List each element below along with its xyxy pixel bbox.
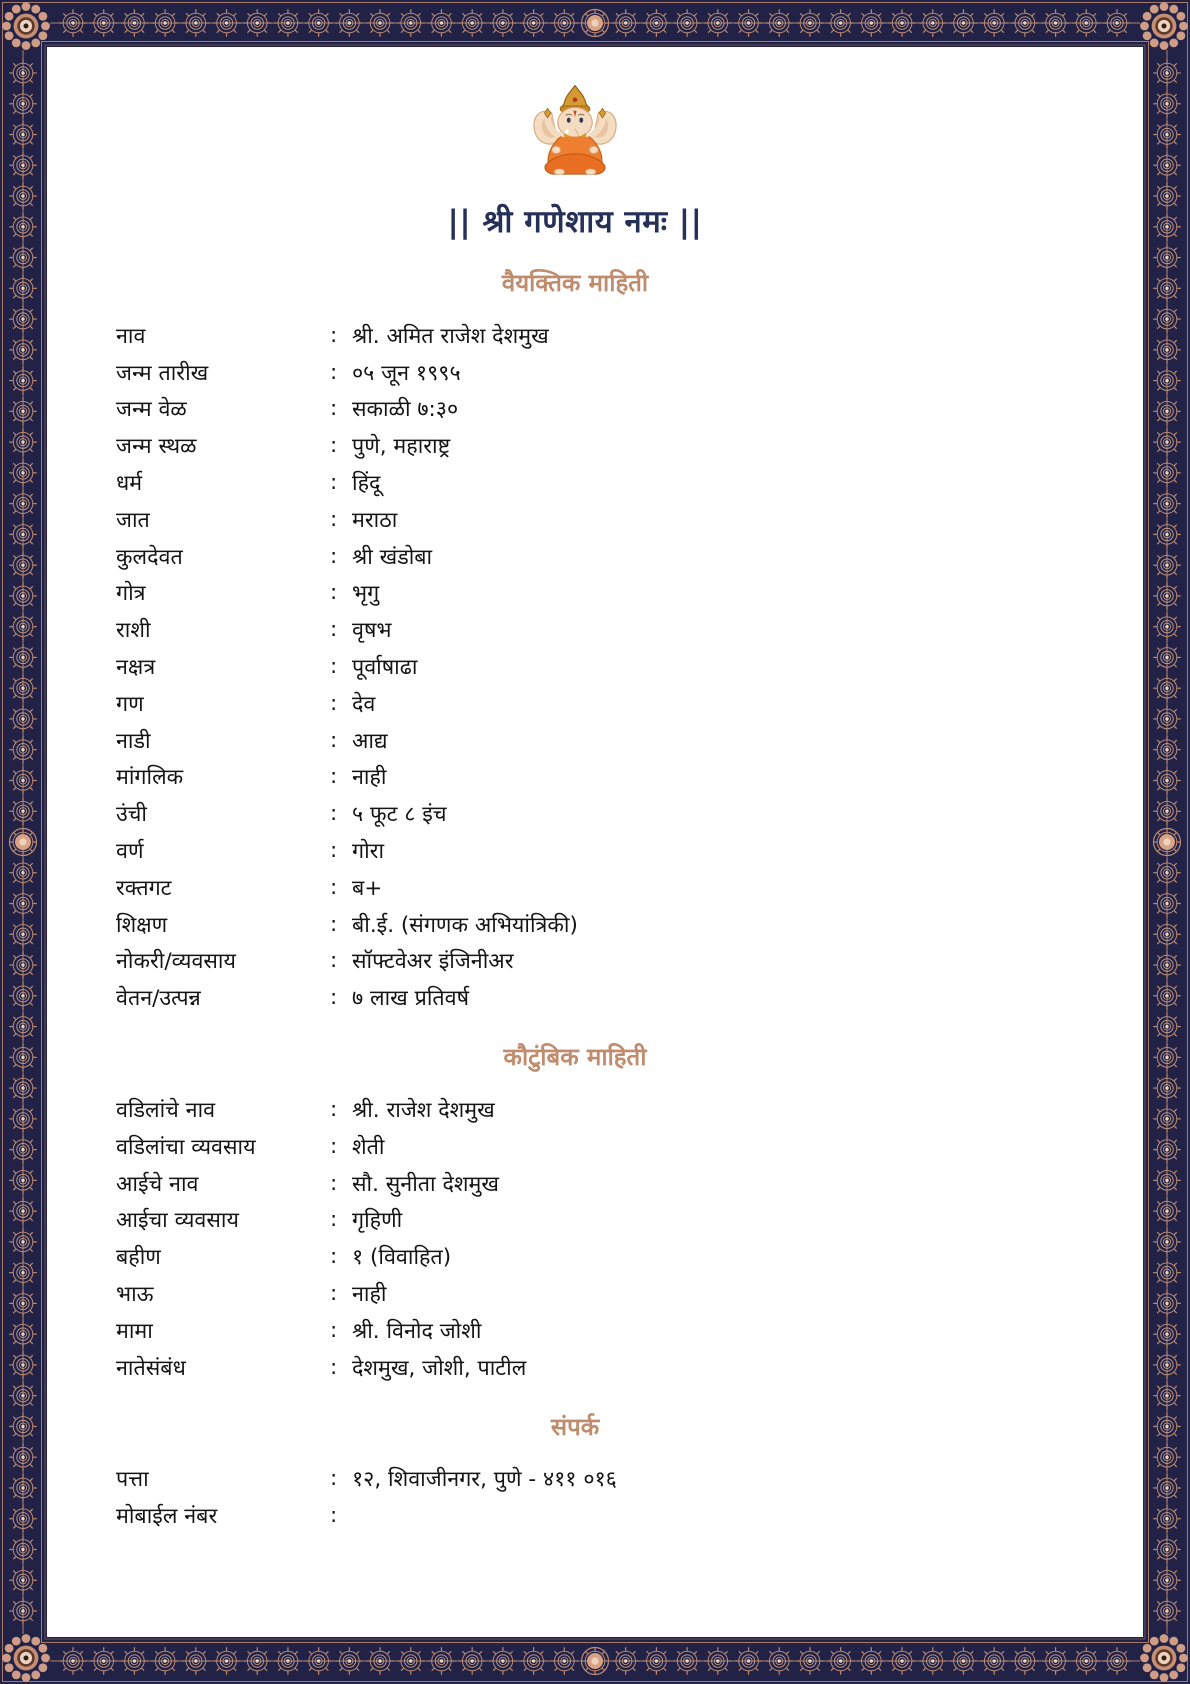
field-value: १ (विवाहित) (352, 1245, 452, 1271)
field-row (48, 1275, 1102, 1312)
field-label: आईचा व्यवसाय (116, 1208, 239, 1234)
field-label: कुलदेवत (116, 544, 183, 570)
field-row (48, 611, 1102, 648)
field-value: वृषभ (352, 618, 392, 644)
field-label: उंची (116, 802, 148, 828)
field-value: देव (352, 691, 376, 717)
separator-colon: : (330, 433, 338, 459)
field-value: पूर्वाषाढा (352, 655, 418, 681)
separator-colon: : (330, 543, 338, 569)
field-row (48, 501, 1102, 538)
separator-colon: : (330, 911, 338, 937)
field-value: शेती (352, 1134, 385, 1160)
field-row (48, 1238, 1102, 1275)
field-label: मामा (116, 1318, 153, 1344)
field-row (48, 1497, 1102, 1534)
separator-colon: : (330, 838, 338, 864)
field-row (48, 1091, 1102, 1128)
field-value: नाही (352, 765, 387, 791)
field-row (48, 832, 1102, 869)
field-row (48, 869, 1102, 906)
separator-colon: : (330, 1317, 338, 1343)
field-row (48, 685, 1102, 722)
field-label: वर्ण (116, 839, 144, 865)
field-label: मांगलिक (116, 765, 184, 791)
field-value: हिंदू (352, 471, 381, 497)
field-row (48, 759, 1102, 796)
section-title: वैयक्तिक माहिती (501, 269, 649, 297)
separator-colon: : (330, 654, 338, 680)
field-label: धर्म (116, 471, 143, 497)
separator-colon: : (330, 470, 338, 496)
field-row (48, 1461, 1102, 1498)
separator-colon: : (330, 359, 338, 385)
ganesha-image (525, 76, 625, 198)
separator-colon: : (330, 1281, 338, 1307)
field-row (48, 354, 1102, 391)
field-row (48, 1165, 1102, 1202)
field-label: नाव (116, 323, 146, 349)
separator-colon: : (330, 1207, 338, 1233)
document-content (48, 48, 1102, 1534)
field-row (48, 648, 1102, 685)
separator-colon: : (330, 874, 338, 900)
field-value: देशमुख, जोशी, पाटील (352, 1355, 527, 1381)
separator-colon: : (330, 1097, 338, 1123)
field-label: नातेसंबंध (116, 1355, 186, 1381)
field-label: नोकरी/व्यवसाय (116, 949, 236, 975)
field-row (48, 943, 1102, 980)
separator-colon: : (330, 1133, 338, 1159)
field-label: वेतन/उत्पन्न (116, 986, 201, 1012)
invocation-title: || श्री गणेशाय नमः || (447, 204, 703, 240)
field-value: १२, शिवाजीनगर, पुणे - ४११ ०१६ (352, 1467, 617, 1493)
field-value: ब+ (352, 875, 383, 901)
separator-colon: : (330, 985, 338, 1011)
field-value: गोरा (352, 839, 385, 865)
separator-colon: : (330, 727, 338, 753)
field-label: वडिलांचे नाव (116, 1098, 216, 1124)
field-value: मराठा (352, 507, 398, 533)
section-title: कौटुंबिक माहिती (503, 1043, 647, 1072)
field-value: भृगु (352, 581, 380, 607)
field-value: ५ फूट ८ इंच (352, 802, 447, 828)
field-label: मोबाईल नंबर (116, 1504, 218, 1530)
field-value: आद्य (352, 728, 388, 754)
field-row (48, 1202, 1102, 1239)
section-title: संपर्क (550, 1412, 600, 1441)
field-value: सकाळी ७:३० (352, 397, 459, 423)
separator-colon: : (330, 506, 338, 532)
field-value: बी.ई. (संगणक अभियांत्रिकी) (352, 912, 578, 938)
separator-colon: : (330, 617, 338, 643)
field-row (48, 538, 1102, 575)
field-label: जन्म वेळ (116, 397, 187, 423)
field-label: नक्षत्र (116, 655, 156, 681)
separator-colon: : (330, 1466, 338, 1492)
separator-colon: : (330, 1354, 338, 1380)
field-value: श्री. विनोद जोशी (352, 1318, 482, 1344)
separator-colon: : (330, 1244, 338, 1270)
separator-colon: : (330, 801, 338, 827)
field-row (48, 1312, 1102, 1349)
field-value: ७ लाख प्रतिवर्ष (352, 986, 470, 1012)
separator-colon: : (330, 322, 338, 348)
field-row (48, 317, 1102, 354)
field-label: पत्ता (116, 1467, 149, 1493)
field-value: पुणे, महाराष्ट्र (352, 434, 451, 460)
field-label: बहीण (116, 1245, 161, 1271)
field-row (48, 427, 1102, 464)
field-label: नाडी (116, 728, 151, 754)
field-value: श्री. राजेश देशमुख (352, 1098, 495, 1124)
field-label: राशी (116, 618, 151, 644)
field-label: जन्म तारीख (116, 360, 209, 386)
field-label: शिक्षण (116, 912, 168, 938)
field-row (48, 795, 1102, 832)
sections-container (48, 266, 1102, 1534)
field-row (48, 979, 1102, 1016)
field-row (48, 722, 1102, 759)
field-value: सौ. सुनीता देशमुख (352, 1171, 499, 1197)
field-label: जात (116, 507, 150, 533)
separator-colon: : (330, 396, 338, 422)
field-row (48, 1128, 1102, 1165)
separator-colon: : (330, 1503, 338, 1529)
field-row (48, 391, 1102, 428)
field-label: भाऊ (116, 1282, 154, 1308)
separator-colon: : (330, 948, 338, 974)
field-label: गण (116, 691, 144, 717)
field-row (48, 1349, 1102, 1386)
field-value: श्री खंडोबा (352, 544, 433, 570)
field-value: ०५ जून १९९५ (352, 360, 461, 386)
ganesha-icon (528, 76, 622, 194)
field-value: गृहिणी (352, 1208, 403, 1234)
separator-colon: : (330, 690, 338, 716)
field-label: गोत्र (116, 581, 146, 607)
field-row (48, 575, 1102, 612)
separator-colon: : (330, 1170, 338, 1196)
field-row (48, 906, 1102, 943)
field-row (48, 464, 1102, 501)
separator-colon: : (330, 764, 338, 790)
field-label: आईचे नाव (116, 1171, 199, 1197)
field-label: वडिलांचा व्यवसाय (116, 1134, 256, 1160)
field-label: रक्तगट (116, 875, 172, 901)
field-value: श्री. अमित राजेश देशमुख (352, 323, 549, 349)
field-value: सॉफ्टवेअर इंजिनीअर (352, 949, 514, 975)
field-value: नाही (352, 1282, 387, 1308)
separator-colon: : (330, 580, 338, 606)
field-label: जन्म स्थळ (116, 434, 197, 460)
